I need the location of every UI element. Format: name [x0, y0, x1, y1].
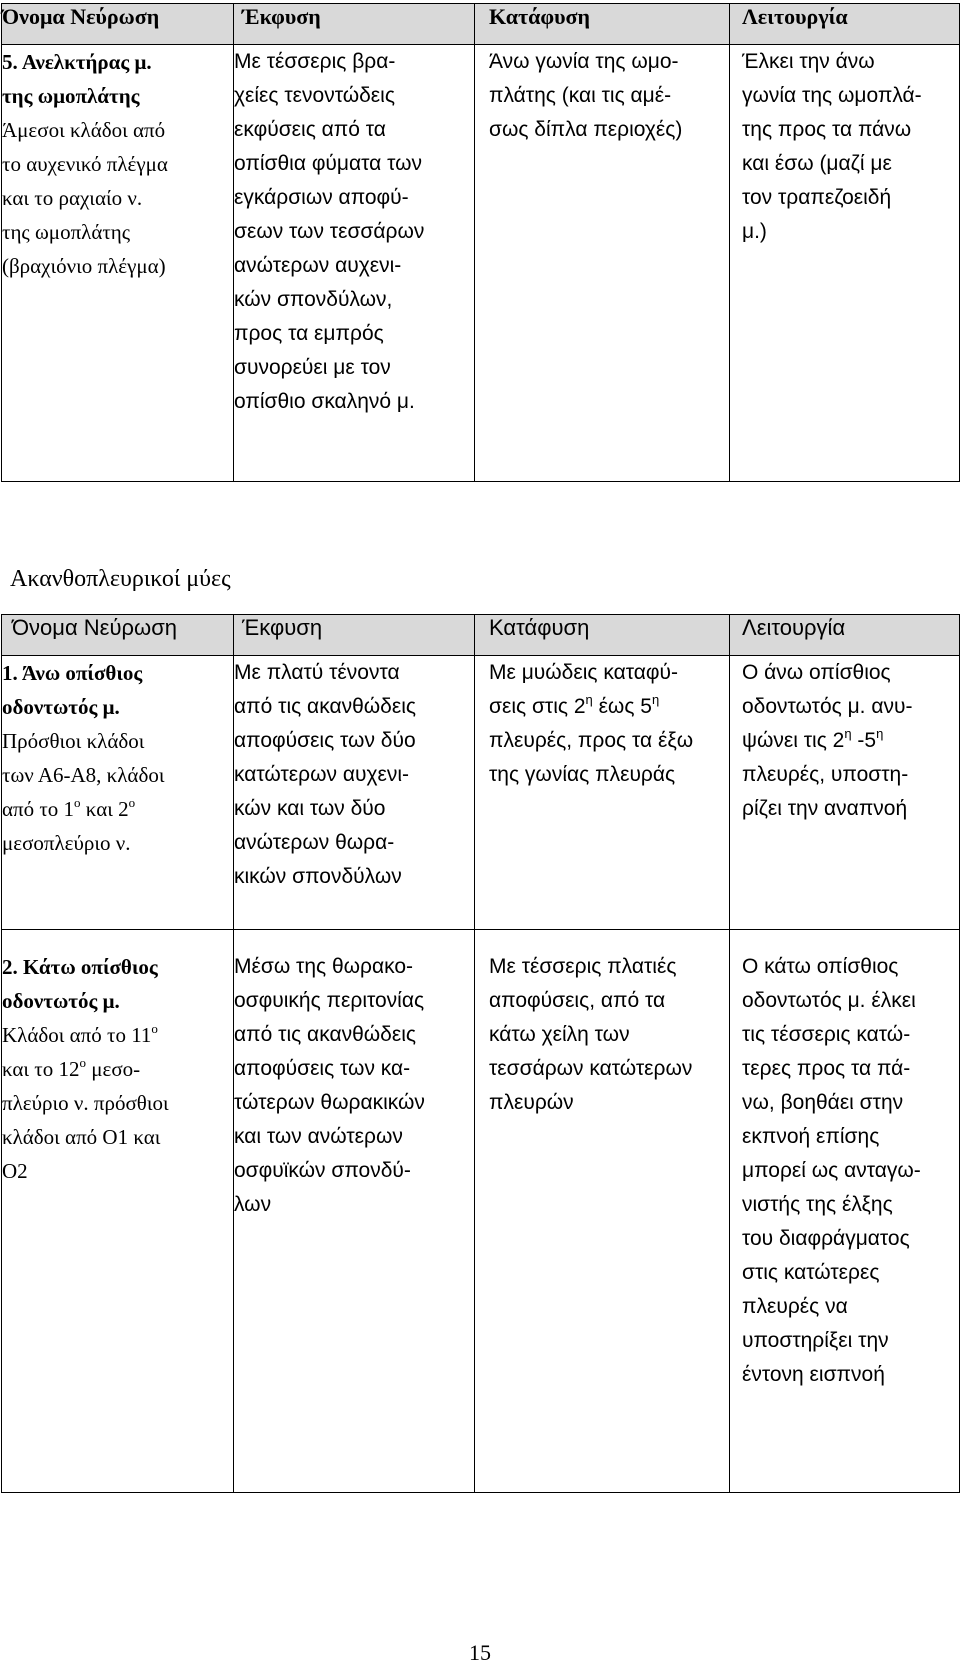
function-text: -5 [851, 729, 877, 752]
nerve-line [2, 1018, 233, 1052]
muscle-name-cont: οδοντωτός μ. [2, 695, 120, 719]
origin-line: από τις ακανθώδεις [234, 1023, 416, 1046]
insertion-line: σως δίπλα περιοχές) [489, 118, 683, 141]
header-name-nerve [2, 615, 234, 656]
function-line: νιστής της έλξης [742, 1193, 893, 1216]
table-header-row [2, 4, 960, 45]
origin-line: κών και των δύο [234, 797, 386, 820]
nerve-text: μεσο- [86, 1057, 141, 1081]
function-line: και έσω (μαζί με [742, 152, 892, 175]
function-line: οδοντωτός μ. έλκει [742, 989, 916, 1012]
origin-line: κικών σπονδύλων [234, 865, 402, 888]
nerve-line: των Α6-Α8, κλάδοι [2, 763, 165, 787]
insertion-line: της γωνίας πλευράς [489, 763, 676, 786]
origin-line: και των ανώτερων [234, 1125, 403, 1148]
nerve-line: μεσοπλεύριο ν. [2, 831, 131, 855]
function-line: μ.) [742, 220, 767, 243]
function-line: μπορεί ως ανταγω- [742, 1159, 921, 1182]
section-heading: Ακανθοπλευρικοί μύες [10, 566, 231, 592]
nerve-line [2, 1052, 233, 1086]
function-line: υποστηρίξει την [742, 1329, 889, 1352]
origin-line: οσφυικής περιτονίας [234, 989, 425, 1012]
header-function: Λειτουργία [730, 4, 960, 45]
function-cell [730, 45, 960, 482]
function-line: Ο άνω οπίσθιος [742, 661, 891, 684]
header-origin [234, 615, 475, 656]
origin-cell [234, 930, 475, 1493]
header-insertion [475, 615, 730, 656]
function-cell [730, 656, 960, 930]
origin-line: τώτερων θωρακικών [234, 1091, 425, 1114]
ordinal-sup: η [651, 692, 660, 707]
origin-line: εκφύσεις από τα [234, 118, 386, 141]
function-line: έντονη εισπνοή [742, 1363, 885, 1386]
insertion-line: πλευρές, προς τα έξω [489, 729, 694, 752]
nerve-line: και το ραχιαίο ν. [2, 186, 143, 210]
nerve-line: κλάδοι από Ο1 και [2, 1125, 161, 1149]
function-cell [730, 930, 960, 1493]
origin-line: οπίσθια φύματα των [234, 152, 423, 175]
origin-line: ανώτερων θωρα- [234, 831, 395, 854]
nerve-line: Άμεσοι κλάδοι από [2, 118, 166, 142]
table-row [2, 45, 960, 482]
insertion-line: τεσσάρων κατώτερων [489, 1057, 693, 1080]
header-insertion-label: Κατάφυση [489, 615, 590, 640]
insertion-line: Με τέσσερις πλατιές [489, 955, 677, 978]
origin-line: κατώτερων αυχενι- [234, 763, 409, 786]
origin-line: εγκάρσιων αποφύ- [234, 186, 409, 209]
muscle-name: 1. Άνω οπίσθιος [2, 661, 143, 685]
function-line: Έλκει την άνω [742, 50, 875, 73]
function-line: οδοντωτός μ. ανυ- [742, 695, 913, 718]
insertion-line: κάτω χείλη των [489, 1023, 630, 1046]
header-function-label: Λειτουργία [742, 615, 846, 640]
origin-line: προς τα εμπρός [234, 322, 384, 345]
ordinal-sup: η [876, 726, 884, 741]
origin-line: Μέσω της θωρακο- [234, 955, 414, 978]
nerve-line: (βραχιόνιο πλέγμα) [2, 254, 166, 278]
spinocostal-muscles-table [1, 614, 960, 1493]
origin-line: συνορεύει με τον [234, 356, 391, 379]
nerve-line: Ο2 [2, 1159, 28, 1183]
origin-line: κών σπονδύλων, [234, 288, 393, 311]
insertion-line: Άνω γωνία της ωμο- [489, 50, 679, 73]
origin-line: Με πλατύ τένοντα [234, 661, 400, 684]
header-origin: Έκφυση [234, 4, 475, 45]
insertion-line: αποφύσεις, από τα [489, 989, 666, 1012]
muscle-name-cell [2, 656, 234, 930]
function-line: Ο κάτω οπίσθιος [742, 955, 899, 978]
origin-line: σεων των τεσσάρων [234, 220, 425, 243]
insertion-cell [475, 930, 730, 1493]
nerve-line: πλεύριο ν. πρόσθιοι [2, 1091, 169, 1115]
function-line: τις τέσσερις κατώ- [742, 1023, 911, 1046]
function-text: ψώνει τις 2 [742, 729, 845, 752]
origin-cell [234, 656, 475, 930]
function-line: του διαφράγματος [742, 1227, 910, 1250]
nerve-line: Πρόσθιοι κλάδοι [2, 729, 145, 753]
origin-line: χείες τενοντώδεις [234, 84, 395, 107]
function-line: πλευρές, υποστη- [742, 763, 909, 786]
muscle-name-cell [2, 930, 234, 1493]
table-row [2, 930, 960, 1493]
origin-line: οσφυϊκών σπονδύ- [234, 1159, 411, 1182]
nerve-line: της ωμοπλάτης [2, 220, 131, 244]
origin-line: αποφύσεις των δύο [234, 729, 416, 752]
ordinal-sup: ο [74, 795, 81, 810]
nerve-text: από το 1 [2, 797, 75, 821]
origin-line: Με τέσσερις βρα- [234, 50, 396, 73]
muscle-name-cell [2, 45, 234, 482]
function-line: εκπνοή επίσης [742, 1125, 880, 1148]
ordinal-sup: ο [151, 1021, 158, 1036]
page-number: 15 [469, 1640, 491, 1665]
insertion-line: πλάτης (και τις αμέ- [489, 84, 672, 107]
muscle-name-cont: οδοντωτός μ. [2, 989, 120, 1013]
function-line [742, 724, 959, 758]
nerve-line: το αυχενικό πλέγμα [2, 152, 168, 176]
insertion-line: Με μυώδεις καταφύ- [489, 661, 678, 684]
insertion-line [489, 690, 729, 724]
insertion-text: έως 5 [592, 695, 652, 718]
muscle-name-cont: της ωμοπλάτης [2, 84, 140, 108]
function-line: πλευρές να [742, 1295, 848, 1318]
origin-line: από τις ακανθώδεις [234, 695, 416, 718]
ordinal-sup: ο [79, 1055, 86, 1070]
function-line: νω, βοηθάει στην [742, 1091, 904, 1114]
origin-line: ανώτερων αυχενι- [234, 254, 402, 277]
header-function [730, 615, 960, 656]
ordinal-sup: η [844, 726, 852, 741]
function-line: γωνία της ωμοπλά- [742, 84, 922, 107]
table-header-row [2, 615, 960, 656]
header-name-nerve: Όνομα Νεύρωση [2, 4, 234, 45]
table-row [2, 656, 960, 930]
muscle-name: 2. Κάτω οπίσθιος [2, 955, 158, 979]
insertion-cell [475, 656, 730, 930]
header-origin-label: Έκφυση [242, 615, 323, 640]
insertion-cell [475, 45, 730, 482]
function-line: ρίζει την αναπνοή [742, 797, 908, 820]
origin-line: αποφύσεις των κα- [234, 1057, 411, 1080]
function-line: τερες προς τα πά- [742, 1057, 911, 1080]
nerve-line [2, 792, 233, 826]
function-line: της προς τα πάνω [742, 118, 912, 141]
header-insertion: Κατάφυση [475, 4, 730, 45]
muscle-name: 5. Ανελκτήρας μ. [2, 50, 152, 74]
nerve-text: και 2 [80, 797, 129, 821]
header-name-nerve-label: Όνομα Νεύρωση [12, 615, 178, 640]
levator-scapulae-table [1, 3, 960, 482]
ordinal-sup: ο [128, 795, 136, 810]
function-line: στις κατώτερες [742, 1261, 880, 1284]
insertion-line: πλευρών [489, 1091, 574, 1114]
origin-cell [234, 45, 475, 482]
nerve-text: Κλάδοι από το 11 [2, 1023, 152, 1047]
ordinal-sup: η [585, 692, 593, 707]
function-line: τον τραπεζοειδή [742, 186, 892, 209]
origin-line: οπίσθιο σκαληνό μ. [234, 390, 415, 413]
nerve-text: και το 12 [2, 1057, 80, 1081]
insertion-text: σεις στις 2 [489, 695, 586, 718]
origin-line: λων [234, 1193, 272, 1216]
